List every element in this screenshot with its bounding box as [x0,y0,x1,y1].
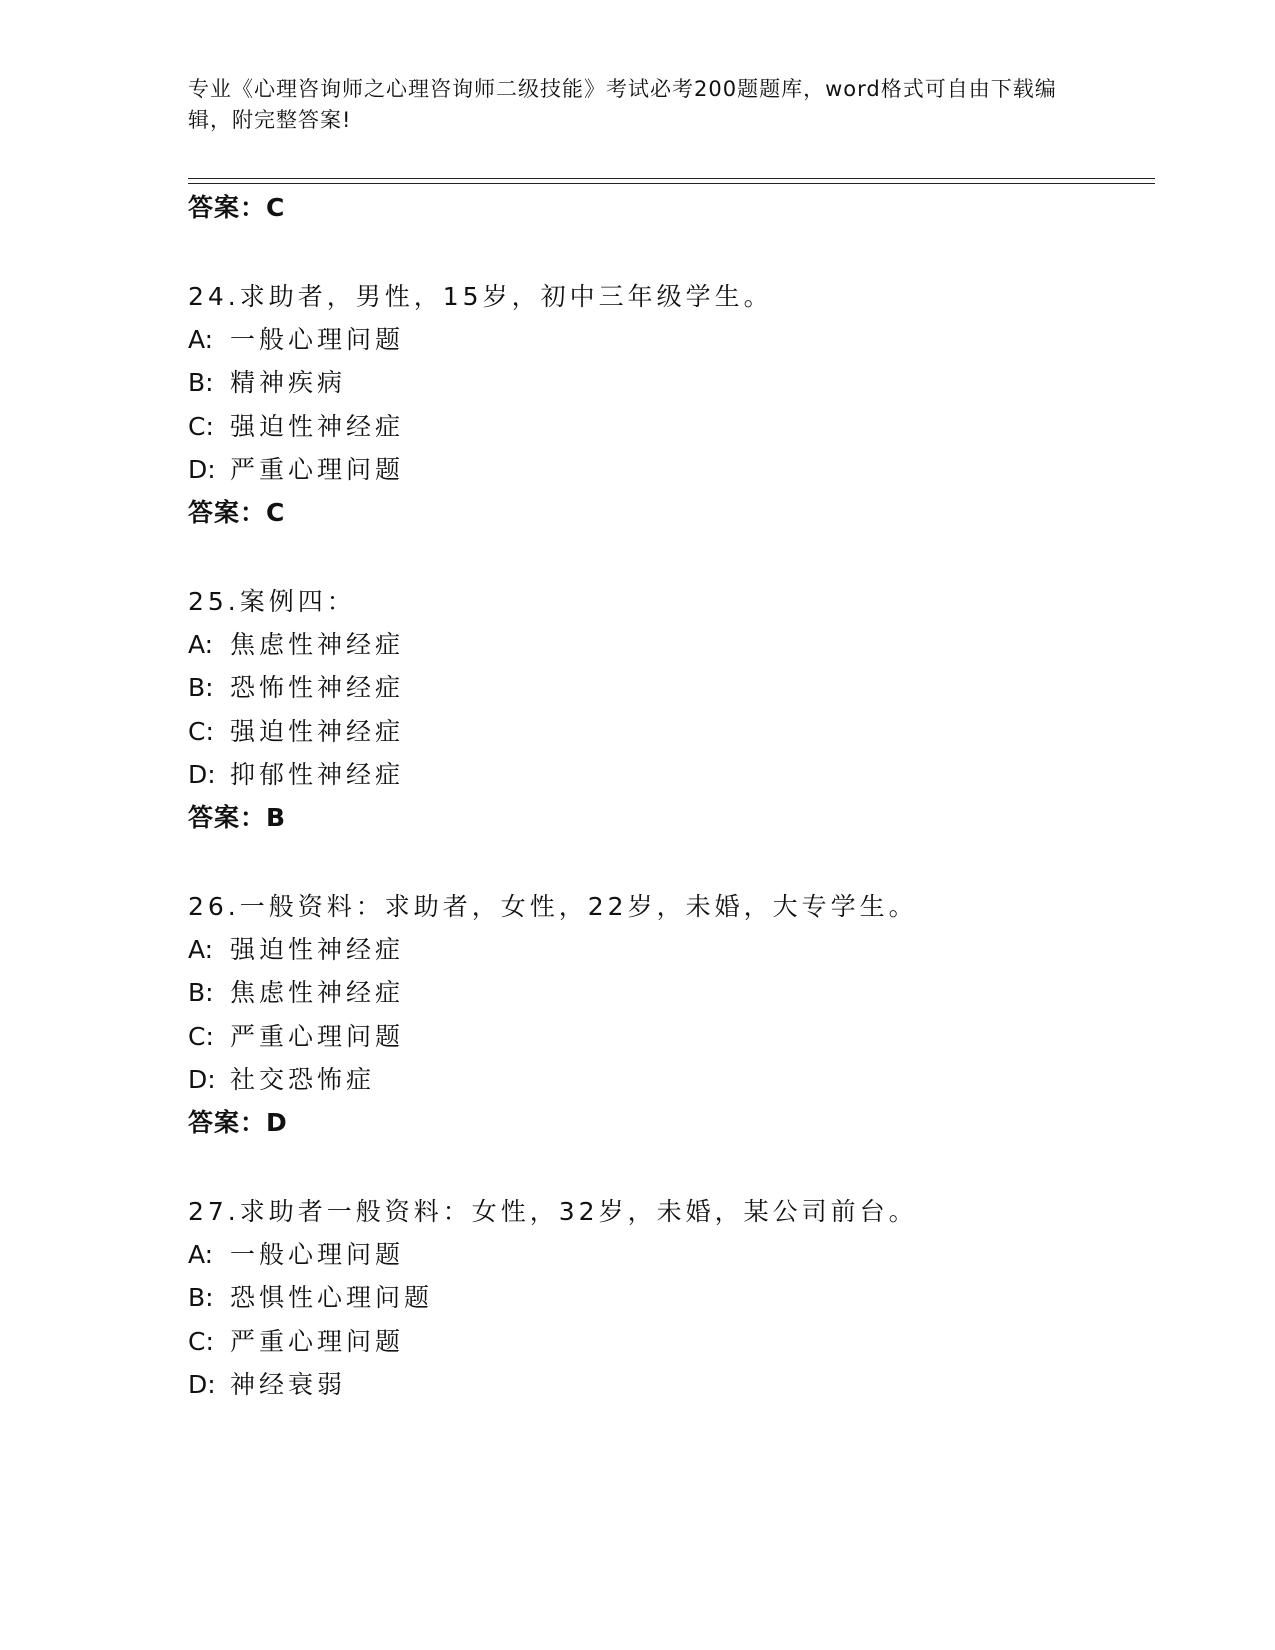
option-letter: A: [188,325,214,354]
option-b [188,976,404,1010]
option-letter: A: [188,935,214,964]
answer-line: 答案：B [188,803,287,832]
option-a [188,1238,404,1272]
option-letter: B: [188,368,214,397]
option-d [188,453,404,487]
answer-line: 答案：C [188,193,286,222]
option-letter: C: [188,1022,214,1051]
option-letter: D: [188,760,216,789]
answer-line: 答案：D [188,1108,288,1137]
option-letter: B: [188,978,214,1007]
option-d [188,1368,346,1402]
option-text: 严重心理问题 [230,1327,405,1356]
option-a [188,933,404,967]
question-text: 25.案例四： [188,587,356,616]
option-letter: D: [188,1370,216,1399]
option-text: 强迫性神经症 [230,412,405,441]
header-divider-line [188,183,1155,184]
option-c [188,1325,404,1359]
option-text: 焦虑性神经症 [230,630,405,659]
option-letter: C: [188,1327,214,1356]
option-text: 恐惧性心理问题 [230,1283,434,1312]
option-letter: D: [188,1065,216,1094]
option-text: 精神疾病 [230,368,347,397]
option-c [188,410,404,444]
option-letter: A: [188,630,214,659]
option-text: 强迫性神经症 [230,935,405,964]
option-b [188,671,404,705]
option-letter: B: [188,1283,214,1312]
header-divider-line [188,178,1155,179]
option-text: 严重心理问题 [230,455,405,484]
option-text: 社交恐怖症 [230,1065,376,1094]
option-b [188,366,346,400]
question-text: 24.求助者，男性，15岁，初中三年级学生。 [188,282,773,311]
option-text: 神经衰弱 [230,1370,347,1399]
option-a [188,323,404,357]
option-b [188,1281,433,1315]
option-letter: C: [188,717,214,746]
option-letter: A: [188,1240,214,1269]
question-text: 26.一般资料：求助者，女性，22岁，未婚，大专学生。 [188,892,918,921]
option-c [188,715,404,749]
question-text: 27.求助者一般资料：女性，32岁，未婚，某公司前台。 [188,1197,918,1226]
option-letter: C: [188,412,214,441]
option-text: 焦虑性神经症 [230,978,405,1007]
option-text: 严重心理问题 [230,1022,405,1051]
option-text: 一般心理问题 [230,1240,405,1269]
option-d [188,1063,375,1097]
option-text: 强迫性神经症 [230,717,405,746]
page-header: 专业《心理咨询师之心理咨询师二级技能》考试必考200题题库，word格式可自由下载编辑，附完整答案! [188,77,1057,132]
option-text: 恐怖性神经症 [230,673,405,702]
answer-line: 答案：C [188,498,286,527]
option-d [188,758,404,792]
option-text: 一般心理问题 [230,325,405,354]
option-letter: B: [188,673,214,702]
option-letter: D: [188,455,216,484]
option-text: 抑郁性神经症 [230,760,405,789]
option-c [188,1020,404,1054]
option-a [188,628,404,662]
